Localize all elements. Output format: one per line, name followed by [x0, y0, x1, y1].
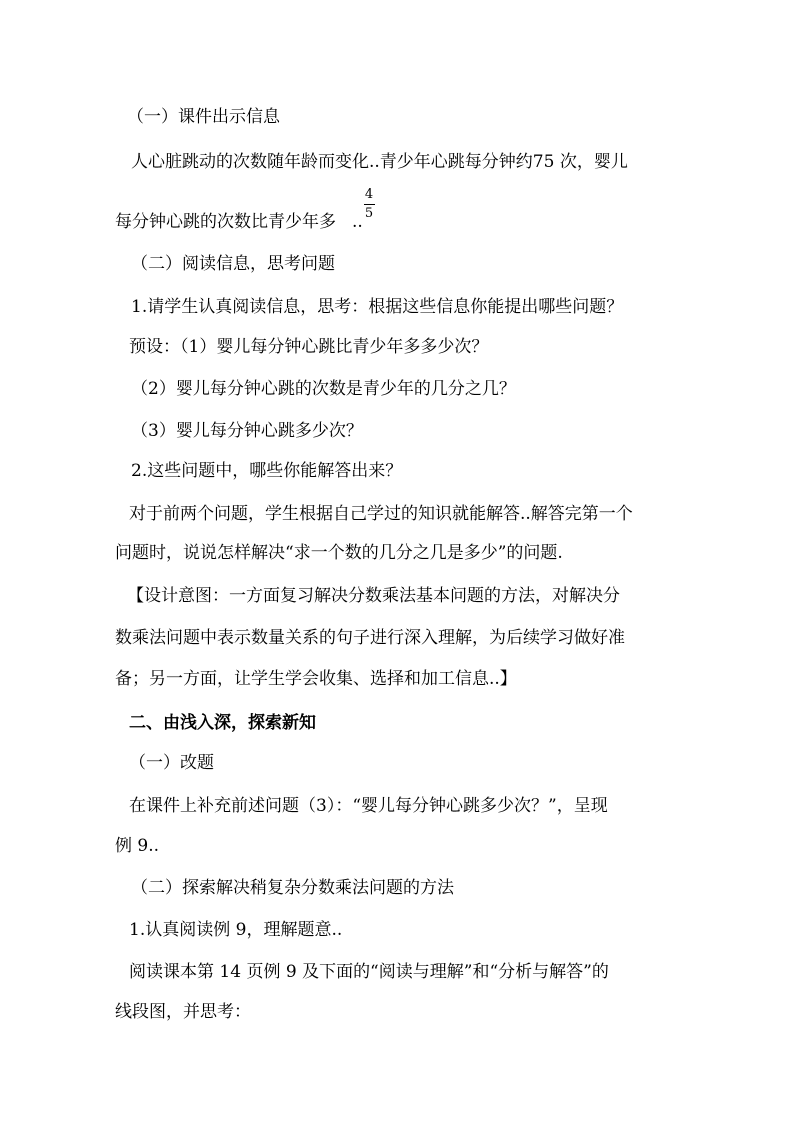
- fraction-denominator: 5: [364, 206, 374, 221]
- part-2-heading: 二、由浅入深，探索新知: [129, 713, 316, 733]
- answer-paragraph-line-2: 问题时，说说怎样解决“求一个数的几分之几是多少”的问题.: [115, 543, 563, 563]
- design-intent-line-3: 备；另一方面，让学生学会收集、选择和加工信息..】: [115, 669, 517, 689]
- modify-paragraph-line-1: 在课件上补充前述问题（3）：“婴儿每分钟心跳多少次？”，呈现: [129, 796, 608, 816]
- section-heading-courseware-info: （一）课件出示信息: [127, 107, 280, 127]
- preset-question-2: （2）婴儿每分钟心跳的次数是青少年的几分之几？: [131, 379, 516, 399]
- textbook-paragraph-line-1: 阅读课本第 14 页例 9 及下面的“阅读与理解”和“分析与解答”的: [129, 962, 609, 982]
- subsection-heading-modify: （一）改题: [129, 753, 214, 773]
- textbook-paragraph-line-2: 线段图，并思考：: [115, 1002, 251, 1022]
- question-1-line: 1.请学生认真阅读信息，思考：根据这些信息你能提出哪些问题？: [131, 297, 624, 317]
- fraction-numerator: 4: [364, 187, 374, 202]
- read-example-line: 1.认真阅读例 9，理解题意..: [129, 920, 343, 940]
- preset-question-3: （3）婴儿每分钟心跳多少次？: [131, 421, 363, 441]
- fraction-bar: [364, 204, 375, 205]
- info-paragraph-line-2: [115, 210, 363, 234]
- design-intent-line-1: 【设计意图：一方面复习解决分数乘法基本问题的方法，对解决分: [127, 586, 620, 606]
- section-heading-read-think: （二）阅读信息，思考问题: [131, 254, 335, 274]
- question-2-line: 2.这些问题中，哪些你能解答出来？: [131, 461, 403, 481]
- design-intent-line-2: 数乘法问题中表示数量关系的句子进行深入理解，为后续学习做好准: [115, 628, 625, 648]
- preset-question-1: 预设：（1）婴儿每分钟心跳比青少年多多少次？: [129, 337, 489, 357]
- info-line-2-end: ..: [352, 212, 363, 232]
- info-line-2-text: 每分钟心跳的次数比青少年多: [115, 212, 336, 232]
- answer-paragraph-line-1: 对于前两个问题，学生根据自己学过的知识就能解答..解答完第一个: [129, 504, 633, 524]
- modify-paragraph-line-2: 例 9..: [115, 836, 160, 856]
- subsection-heading-explore: （二）探索解决稍复杂分数乘法问题的方法: [131, 878, 454, 898]
- info-paragraph-line-1: 人心脏跳动的次数随年龄而变化..青少年心跳每分钟约75 次，婴儿: [131, 152, 628, 172]
